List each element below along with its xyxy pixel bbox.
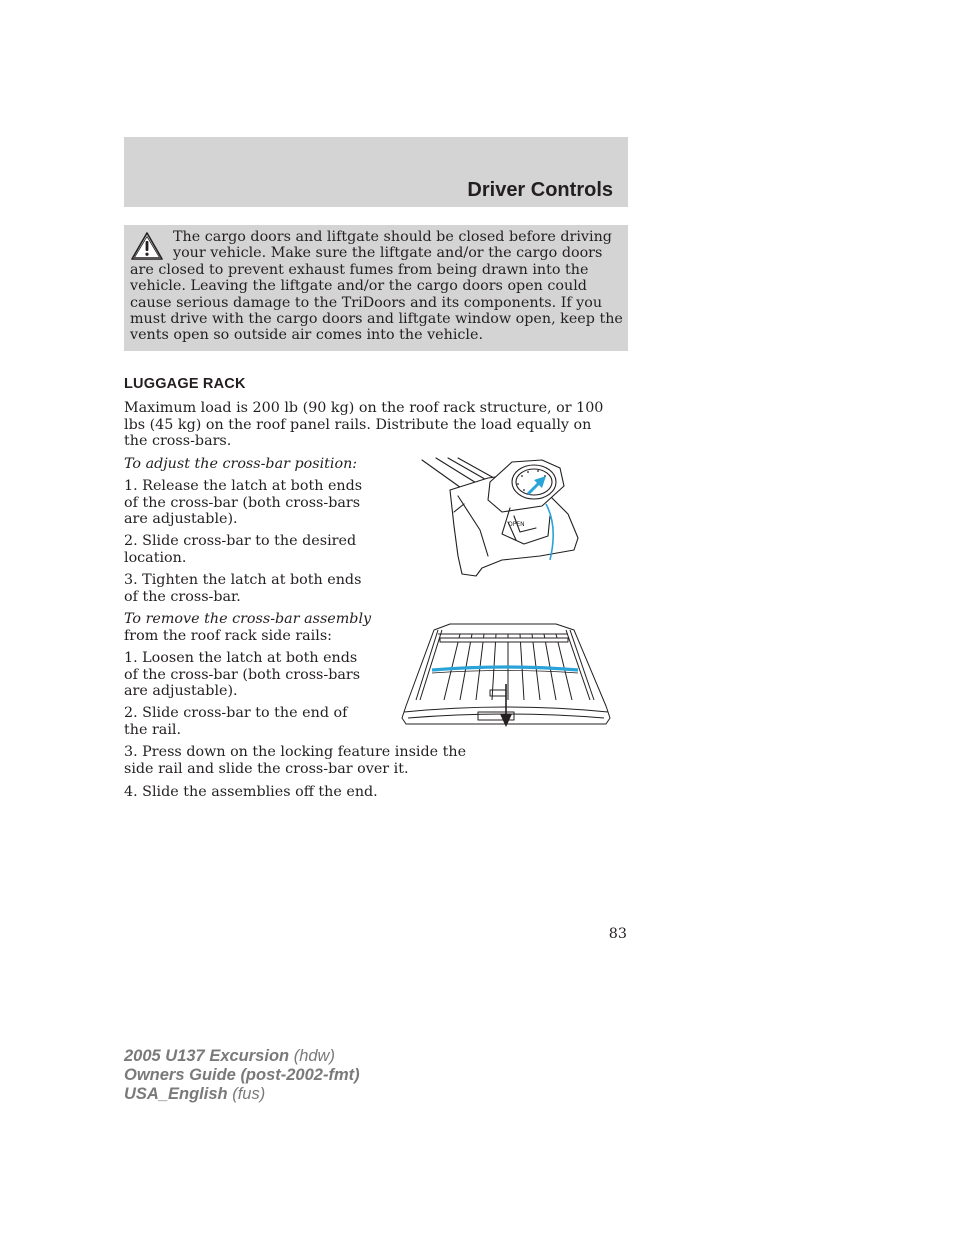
adjust-title: To adjust the cross-bar position:: [124, 456, 358, 472]
adjust-step-3: 3. Tighten the latch at both ends of the cross-bar.: [124, 572, 362, 605]
footer-language-code: (fus): [227, 1085, 266, 1103]
footer-model: 2005 U137 Excursion: [124, 1047, 290, 1065]
adjust-step-2: 2. Slide cross-bar to the desired location.: [124, 533, 357, 566]
remove-step-4: 4. Slide the assemblies off the end.: [124, 784, 378, 800]
document-footer: [124, 1047, 360, 1104]
remove-title: [124, 611, 374, 644]
footer-line-2: [124, 1066, 360, 1085]
intro-paragraph: Maximum load is 200 lb (90 kg) on the roof rack structure, or 100 lbs (45 kg) on the roof panel rails. Distribute the load equally on the cross-bars.: [124, 400, 604, 449]
header-band: [124, 137, 628, 207]
footer-guide: Owners Guide (post-2002-fmt): [124, 1066, 360, 1084]
crossbar-latch-illustration: [418, 456, 582, 578]
svg-text:OPEN: OPEN: [508, 521, 525, 528]
remove-step-2: 2. Slide cross-bar to the end of the rail.: [124, 705, 348, 738]
footer-language: USA_English: [124, 1085, 228, 1103]
page-section-title: Driver Controls: [467, 179, 613, 201]
footer-model-code: (hdw): [289, 1047, 335, 1065]
remove-step-1: 1. Loosen the latch at both ends of the cross-bar (both cross-bars are adjustable).: [124, 650, 361, 699]
remove-title-rest: from the roof rack side rails:: [124, 627, 332, 644]
footer-line-3: [124, 1085, 360, 1104]
footer-line-1: [124, 1047, 360, 1066]
remove-step-3: 3. Press down on the locking feature inside the side rail and slide the cross-bar over it.: [124, 744, 467, 777]
warning-box: [124, 225, 628, 351]
warning-text: The cargo doors and liftgate should be closed before driving your vehicle. Make sure the liftgate and/or the cargo doors are closed to prevent exhaust fumes from being drawn into the vehicle. Leaving the liftgate and/or the cargo doors open could cause serious damage to the TriDoors and its components. If you must drive with the cargo doors and liftgate window open, keep the vents open so outside air comes into the vehicle.: [130, 229, 623, 344]
remove-title-italic: To remove the cross-bar assembly: [124, 611, 372, 627]
adjust-step-1: 1. Release the latch at both ends of the cross-bar (both cross-bars are adjustable).: [124, 478, 363, 527]
roof-rack-illustration: [398, 620, 616, 730]
page-number: 83: [608, 926, 627, 942]
section-heading: LUGGAGE RACK: [124, 376, 246, 392]
